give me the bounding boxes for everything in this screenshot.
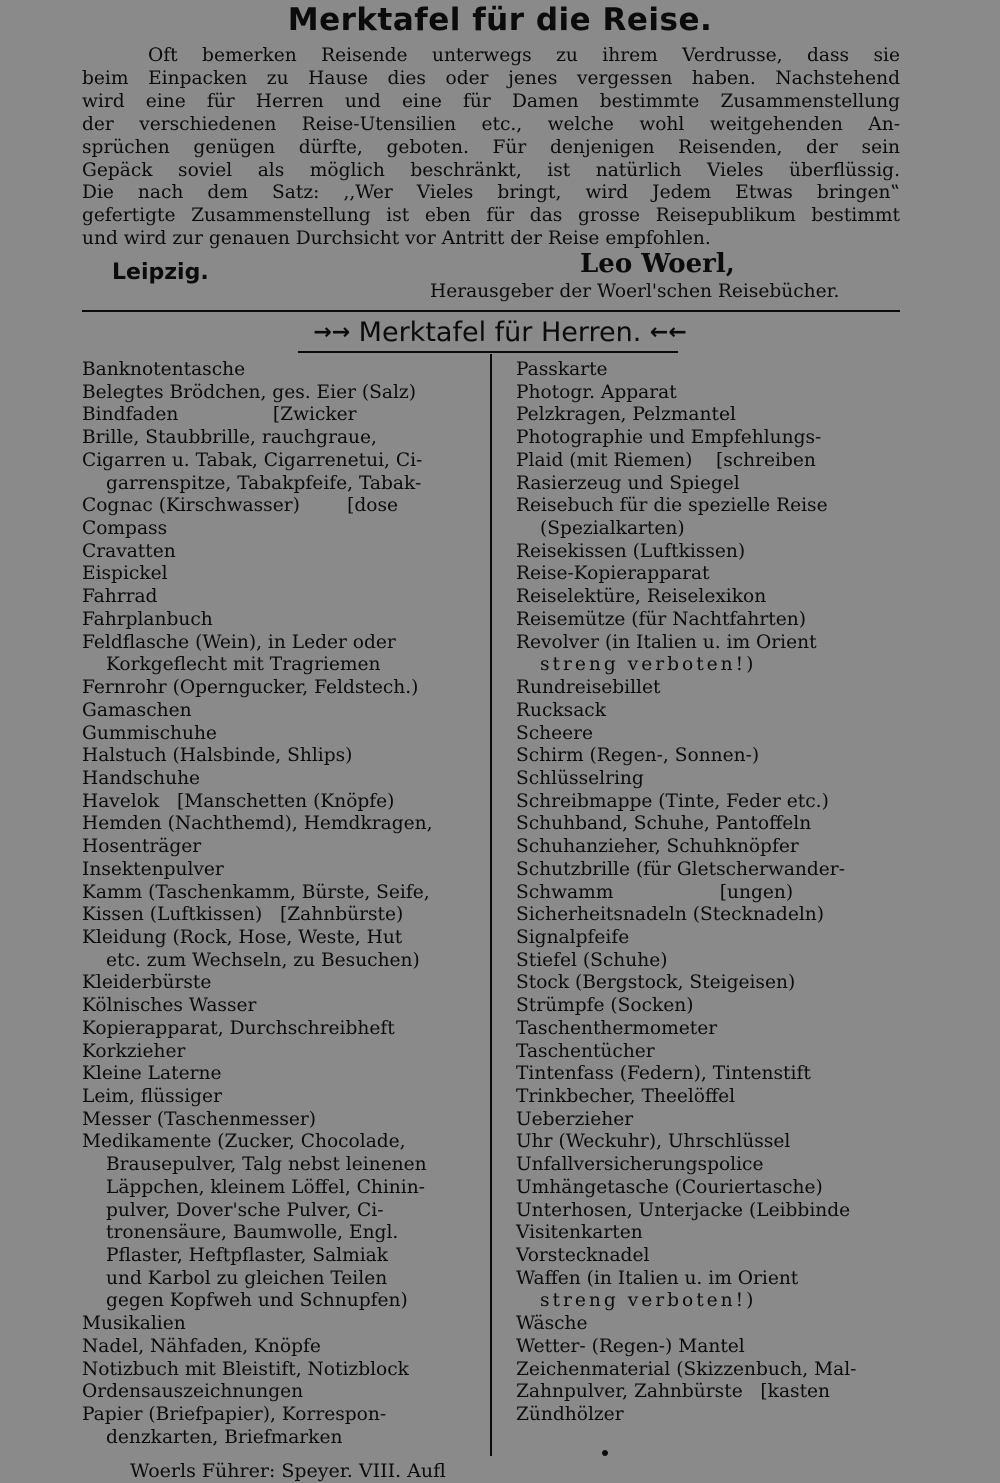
- column-divider: [490, 354, 492, 1456]
- list-item: Wäsche: [516, 1313, 588, 1335]
- list-item: pulver, Dover'sche Pulver, Ci-: [106, 1199, 384, 1221]
- list-item: Musikalien: [82, 1313, 186, 1335]
- list-item: Trinkbecher, Theelöffel: [516, 1086, 736, 1107]
- list-item: Stiefel (Schuhe): [516, 949, 668, 971]
- left-item-column: [82, 359, 470, 1450]
- arrow-right-icon: →→: [313, 320, 351, 345]
- list-item: Leim, flüssiger: [82, 1086, 222, 1107]
- list-item: Photographie und Empfehlungs-: [516, 427, 822, 449]
- section-underline: [298, 351, 678, 353]
- list-item: Brausepulver, Talg nebst leinenen: [106, 1154, 427, 1176]
- intro-line: und wird zur genauen Durchsicht vor Antritt der Reise empfohlen.: [82, 228, 711, 250]
- list-item: Signalpfeife: [516, 926, 630, 948]
- intro-line: Oft bemerken Reisende unterwegs zu ihrem Verdrusse, dass sie: [148, 45, 900, 66]
- city-name: Leipzig.: [112, 260, 209, 285]
- list-item: streng verboten!): [540, 1290, 757, 1312]
- list-item: Papier (Briefpapier), Korrespon-: [82, 1404, 387, 1426]
- list-item: Reisekissen (Luftkissen): [516, 540, 746, 562]
- section-heading: [0, 316, 1000, 350]
- list-item: Unterhosen, Unterjacke (Leibbinde: [516, 1199, 851, 1221]
- list-item: Fahrrad: [82, 586, 158, 608]
- list-item: Schutzbrille (für Gletscherwander-: [516, 858, 845, 880]
- list-item: Nadel, Nähfaden, Knöpfe: [82, 1335, 321, 1357]
- list-item: etc. zum Wechseln, zu Besuchen): [106, 949, 420, 971]
- list-item: Passkarte: [516, 359, 608, 380]
- list-item: Bindfaden [Zwicker: [82, 404, 357, 426]
- list-item: Fahrplanbuch: [82, 608, 213, 630]
- list-item: Photogr. Apparat: [516, 381, 677, 403]
- list-item: Gamaschen: [82, 699, 192, 721]
- divider-rule: [82, 310, 900, 312]
- list-item: Gummischuhe: [82, 722, 217, 744]
- list-item: Eispickel: [82, 563, 168, 585]
- list-item: (Spezialkarten): [540, 518, 685, 540]
- intro-line: wird eine für Herren und eine für Damen bestimmte Zusammenstellung: [82, 90, 900, 112]
- list-item: Tintenfass (Federn), Tintenstift: [516, 1063, 811, 1085]
- intro-paragraph: [82, 45, 900, 251]
- publisher-line: Herausgeber der Woerl'schen Reisebücher.: [430, 281, 840, 302]
- list-item: Kleine Laterne: [82, 1063, 222, 1085]
- list-item: Halstuch (Halsbinde, Shlips): [82, 745, 353, 767]
- list-item: Reisemütze (für Nachtfahrten): [516, 608, 806, 630]
- list-item: Schwamm [ungen): [516, 881, 794, 903]
- list-item: Ordensauszeichnungen: [82, 1381, 304, 1403]
- list-item: Kölnisches Wasser: [82, 995, 257, 1017]
- list-item: Visitenkarten: [516, 1222, 643, 1244]
- list-item: Läppchen, kleinem Löffel, Chinin-: [106, 1176, 425, 1198]
- list-item: Cognac (Kirschwasser) [dose: [82, 495, 399, 517]
- list-item: Uhr (Weckuhr), Uhrschlüssel: [516, 1131, 791, 1153]
- list-item: Unfallversicherungspolice: [516, 1154, 764, 1176]
- list-item: Havelok [Manschetten (Knöpfe): [82, 790, 395, 812]
- list-item: Reise-Kopierapparat: [516, 563, 710, 585]
- list-item: Handschuhe: [82, 767, 201, 789]
- list-item: Kopierapparat, Durchschreibheft: [82, 1017, 395, 1039]
- list-item: Scheere: [516, 722, 594, 744]
- footer-line: Woerls Führer: Speyer. VIII. Aufl: [130, 1460, 446, 1482]
- intro-line: Gepäck soviel als möglich beschränkt, ist natürlich Vieles überflüssig.: [82, 159, 900, 181]
- list-item: Pflaster, Heftpflaster, Salmiak: [106, 1245, 389, 1267]
- intro-line: der verschiedenen Reise-Utensilien etc., welche wohl weitgehenden An-: [82, 113, 900, 135]
- list-item: Hemden (Nachthemd), Hemdkragen,: [82, 813, 433, 835]
- intro-line: sprüchen genügen dürfte, geboten. Für denjenigen Reisenden, der sein: [82, 136, 900, 158]
- list-item: Hosenträger: [82, 836, 202, 858]
- list-item: Rasierzeug und Spiegel: [516, 472, 740, 494]
- list-item: Waffen (in Italien u. im Orient: [516, 1267, 799, 1289]
- list-item: Vorstecknadel: [516, 1245, 650, 1267]
- ink-dot: [602, 1450, 608, 1456]
- list-item: Umhängetasche (Couriertasche): [516, 1176, 823, 1198]
- list-item: Rucksack: [516, 699, 606, 721]
- list-item: Rundreisebillet: [516, 677, 661, 699]
- list-item: Zahnpulver, Zahnbürste [kasten: [516, 1381, 831, 1403]
- list-item: Kleiderbürste: [82, 972, 212, 994]
- list-item: Schuhanzieher, Schuhknöpfer: [516, 836, 799, 858]
- list-item: Brille, Staubbrille, rauchgraue,: [82, 427, 377, 449]
- list-item: Korkzieher: [82, 1040, 186, 1062]
- list-item: Notizbuch mit Bleistift, Notizblock: [82, 1358, 409, 1380]
- page-title: Merktafel für die Reise.: [287, 2, 713, 38]
- list-item: Sicherheitsnadeln (Stecknadeln): [516, 904, 824, 926]
- list-item: Belegtes Brödchen, ges. Eier (Salz): [82, 381, 416, 403]
- list-item: Kamm (Taschenkamm, Bürste, Seife,: [82, 881, 430, 903]
- list-item: Feldflasche (Wein), in Leder oder: [82, 631, 396, 653]
- list-item: Pelzkragen, Pelzmantel: [516, 404, 736, 426]
- list-item: Schirm (Regen-, Sonnen-): [516, 745, 760, 767]
- list-item: Cigarren u. Tabak, Cigarrenetui, Ci-: [82, 449, 423, 471]
- list-item: Kleidung (Rock, Hose, Weste, Hut: [82, 926, 403, 948]
- list-item: Kissen (Luftkissen) [Zahnbürste): [82, 904, 404, 926]
- section-title: Merktafel für Herren.: [358, 317, 642, 348]
- list-item: gegen Kopfweh und Schnupfen): [106, 1290, 408, 1312]
- list-item: Zeichenmaterial (Skizzenbuch, Mal-: [516, 1358, 857, 1380]
- list-item: Schuhband, Schuhe, Pantoffeln: [516, 813, 812, 835]
- list-item: Strümpfe (Socken): [516, 995, 694, 1017]
- list-item: denzkarten, Briefmarken: [106, 1426, 343, 1448]
- list-item: Plaid (mit Riemen) [schreiben: [516, 449, 816, 471]
- arrow-left-icon: ←←: [649, 320, 687, 345]
- list-item: Wetter- (Regen-) Mantel: [516, 1335, 745, 1357]
- list-item: Korkgeflecht mit Tragriemen: [106, 654, 381, 676]
- author-name: Leo Woerl,: [580, 249, 735, 279]
- list-item: Taschentücher: [516, 1040, 655, 1062]
- intro-line: beim Einpacken zu Hause dies oder jenes vergessen haben. Nachstehend: [82, 67, 900, 89]
- list-item: Medikamente (Zucker, Chocolade,: [82, 1131, 406, 1153]
- right-item-column: [516, 359, 902, 1427]
- list-item: Compass: [82, 518, 168, 540]
- intro-line: gefertigte Zusammenstellung ist eben für das grosse Reisepublikum bestimmt: [82, 205, 900, 227]
- list-item: Zündhölzer: [516, 1404, 624, 1426]
- list-item: Ueberzieher: [516, 1108, 634, 1130]
- list-item: Schreibmappe (Tinte, Feder etc.): [516, 790, 829, 812]
- list-item: Schlüsselring: [516, 767, 644, 789]
- list-item: Taschenthermometer: [516, 1017, 718, 1039]
- list-item: Cravatten: [82, 540, 176, 562]
- list-item: Reiselektüre, Reiselexikon: [516, 586, 767, 608]
- list-item: tronensäure, Baumwolle, Engl.: [106, 1222, 399, 1244]
- list-item: und Karbol zu gleichen Teilen: [106, 1267, 388, 1289]
- list-item: Banknotentasche: [82, 359, 246, 380]
- list-item: Fernrohr (Operngucker, Feldstech.): [82, 677, 419, 699]
- list-item: Reisebuch für die spezielle Reise: [516, 495, 828, 517]
- list-item: Insektenpulver: [82, 858, 224, 880]
- list-item: Revolver (in Italien u. im Orient: [516, 631, 817, 653]
- list-item: Messer (Taschenmesser): [82, 1108, 317, 1130]
- list-item: streng verboten!): [540, 654, 757, 676]
- list-item: Stock (Bergstock, Steigeisen): [516, 972, 796, 994]
- list-item: garrenspitze, Tabakpfeife, Tabak-: [106, 472, 422, 494]
- intro-line: Die nach dem Satz: ,,Wer Vieles bringt, wird Jedem Etwas bringen‟: [82, 182, 900, 204]
